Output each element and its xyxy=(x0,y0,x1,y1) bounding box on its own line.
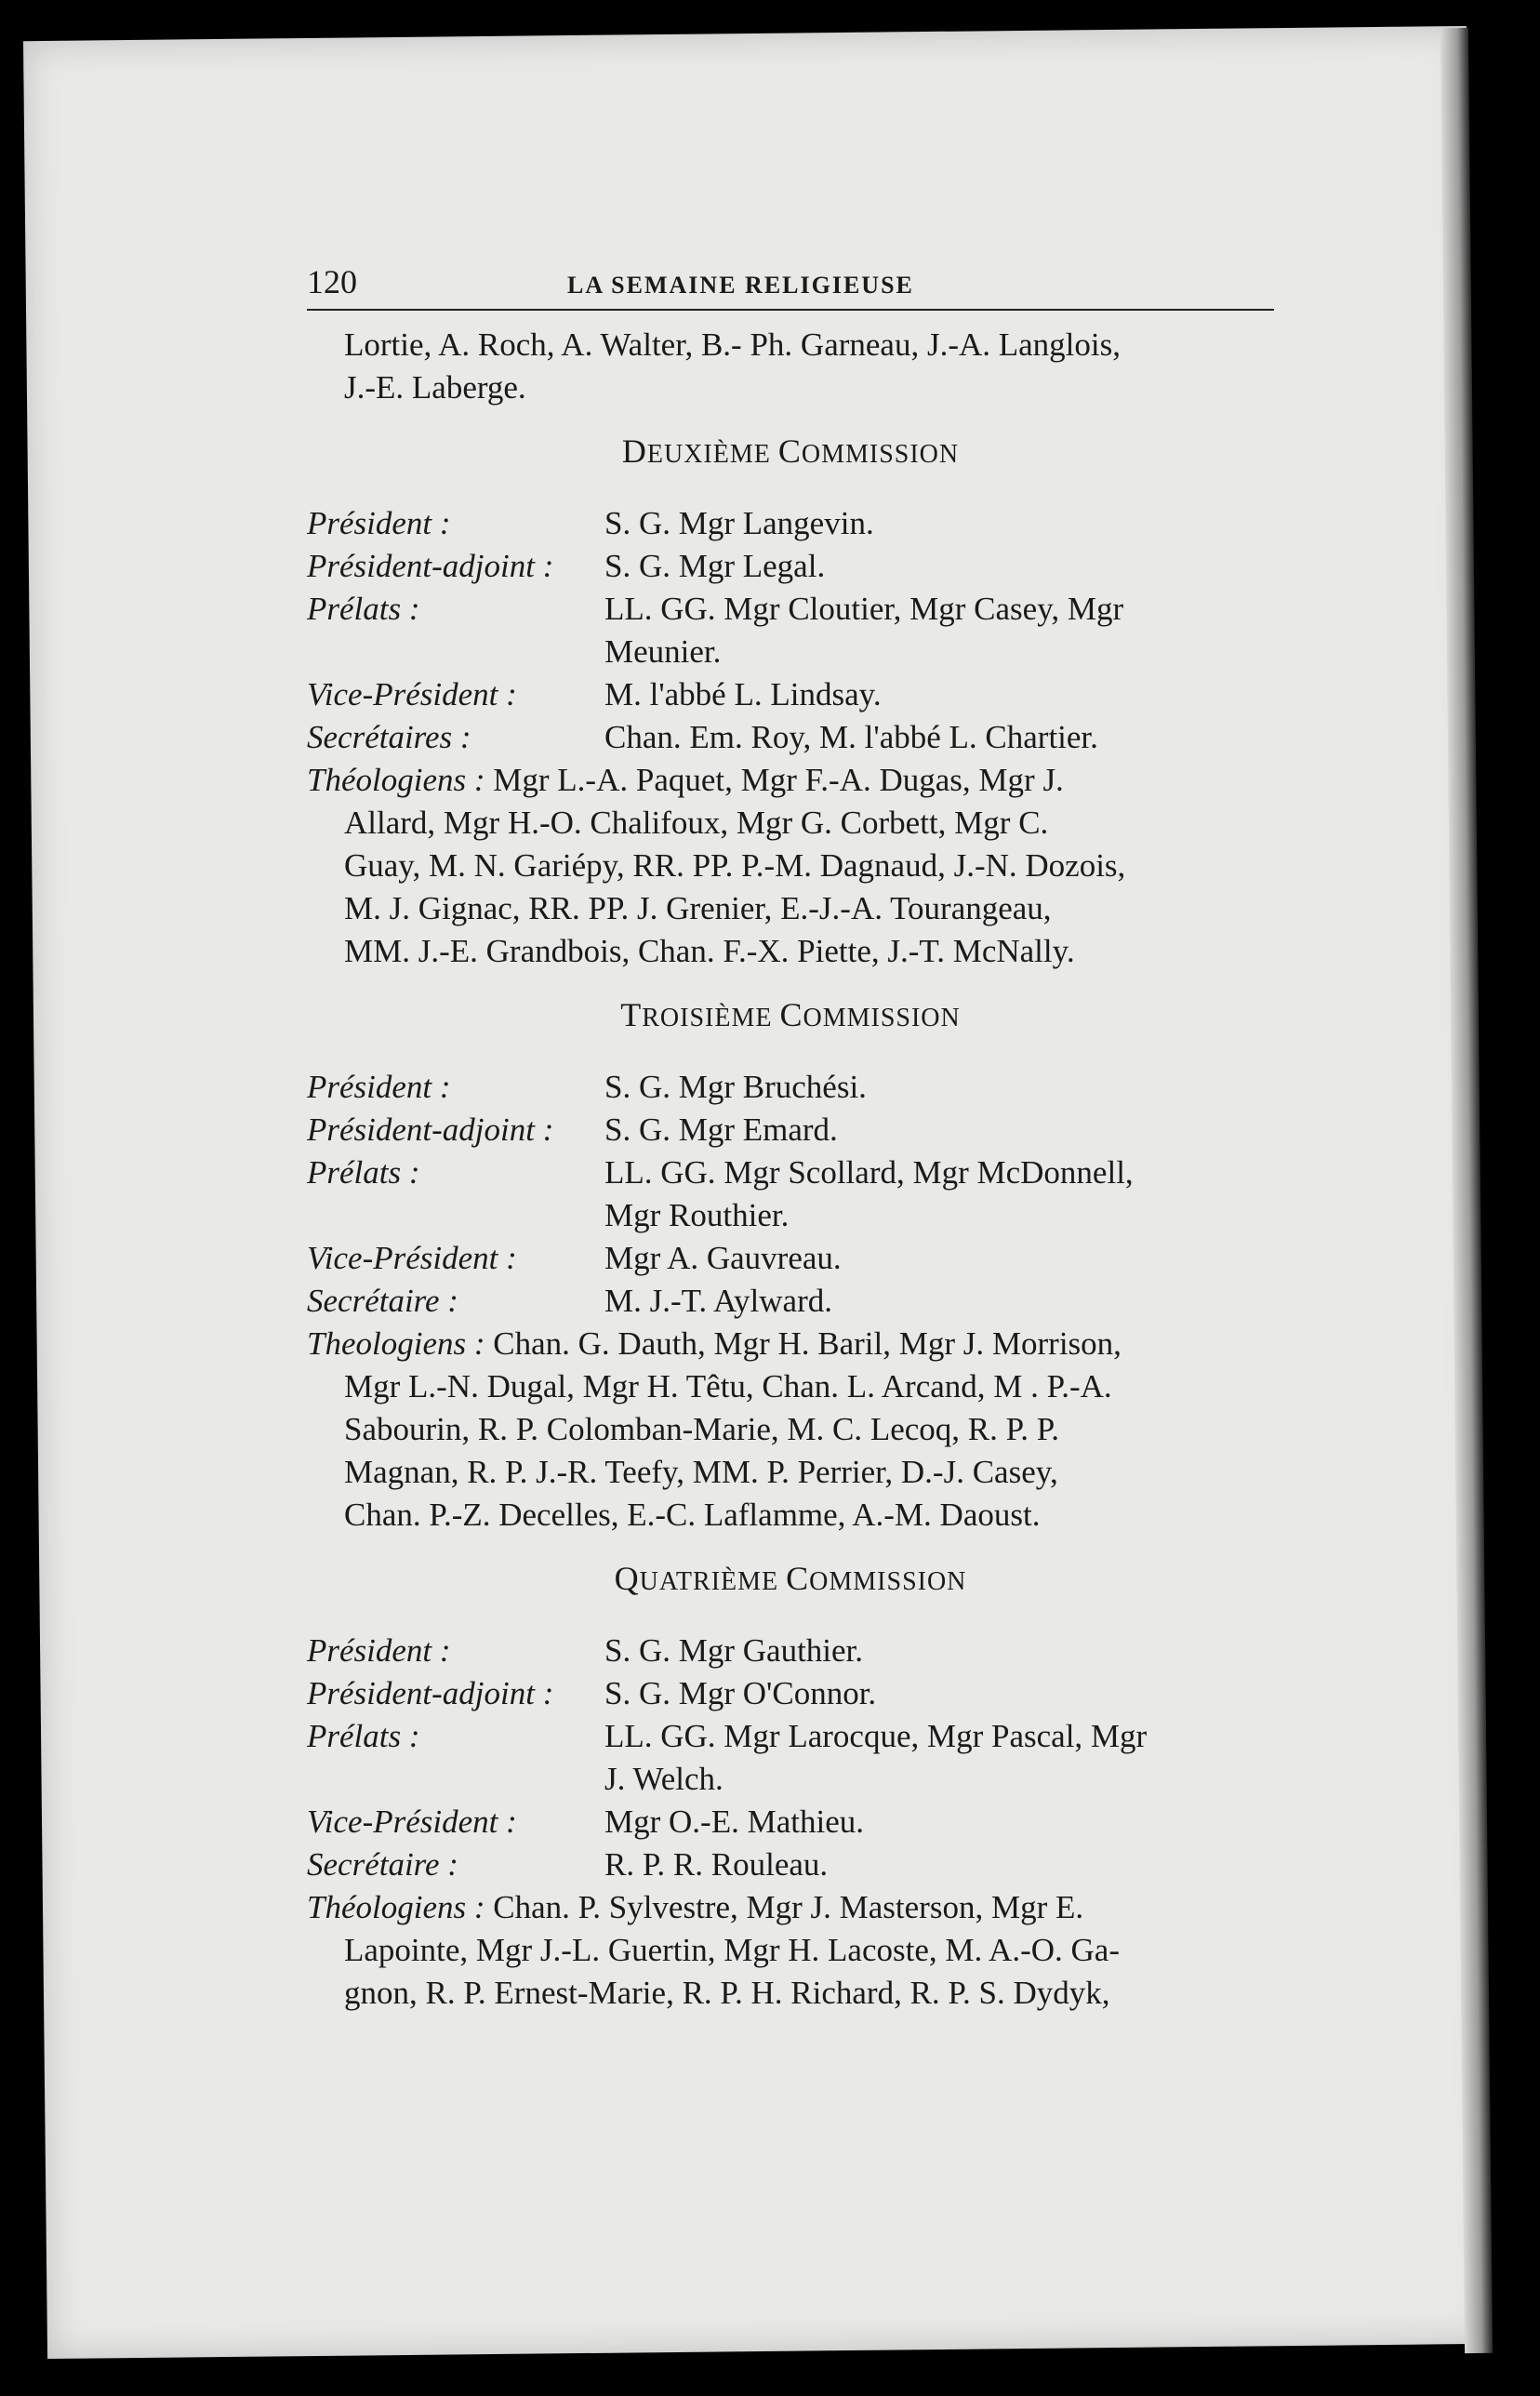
officer-names: M. J.-T. Aylward. xyxy=(604,1283,832,1319)
officer-row xyxy=(307,1066,1274,1109)
running-header xyxy=(307,260,1274,305)
role-label: Vice-Président : xyxy=(307,1804,517,1840)
heading-initial: D xyxy=(621,433,647,470)
page-number: 120 xyxy=(307,263,357,300)
theologians-line: Chan. P. Sylvestre, Mgr J. Masterson, Mgr E. xyxy=(493,1889,1084,1925)
commission-section xyxy=(307,1557,1274,2015)
theologians-line: Allard, Mgr H.-O. Chalifoux, Mgr G. Corbett, Mgr C. xyxy=(344,805,1049,841)
officer-row xyxy=(307,1280,1274,1323)
names-line: LL. GG. Mgr Scollard, Mgr McDonnell, xyxy=(604,1154,1134,1191)
commission-heading xyxy=(307,993,1274,1040)
officer-row xyxy=(307,716,1274,759)
names-line: J. Welch. xyxy=(604,1761,724,1797)
opening-line-1: Lortie, A. Roch, A. Walter, B.- Ph. Garneau, J.-A. Langlois, xyxy=(344,326,1121,363)
heading-initial: T xyxy=(620,996,643,1033)
heading-initial: Q xyxy=(614,1560,640,1597)
theologians-line: Mgr L.-A. Paquet, Mgr F.-A. Dugas, Mgr J. xyxy=(493,762,1064,798)
officer-row xyxy=(307,502,1274,545)
role-label: Théologiens : xyxy=(307,762,485,798)
theologians-line: Lapointe, Mgr J.-L. Guertin, Mgr H. Lacoste, M. A.-O. Ga- xyxy=(344,1932,1120,1968)
officer-names xyxy=(604,1151,1274,1237)
officer-names: Mgr A. Gauvreau. xyxy=(604,1240,842,1276)
theologians-line: Chan. G. Dauth, Mgr H. Baril, Mgr J. Morrison, xyxy=(493,1325,1122,1362)
theologians-line: Guay, M. N. Gariépy, RR. PP. P.-M. Dagnaud, J.-N. Dozois, xyxy=(344,847,1126,884)
heading-word: OMMISSION xyxy=(809,1567,967,1596)
officer-names: S. G. Mgr Gauthier. xyxy=(604,1632,864,1669)
heading-word: ROISIÈME xyxy=(642,1004,773,1032)
officer-row xyxy=(307,588,1274,673)
role-label: Secrétaire : xyxy=(307,1283,458,1319)
heading-initial: C xyxy=(779,996,803,1033)
heading-initial: C xyxy=(786,1560,810,1597)
theologians-line: Mgr L.-N. Dugal, Mgr H. Têtu, Chan. L. Arcand, M . P.-A. xyxy=(344,1368,1112,1404)
theologians-line: Chan. P.-Z. Decelles, E.-C. Laflamme, A.-M. Daoust. xyxy=(344,1497,1041,1533)
heading-word: OMMISSION xyxy=(801,440,960,469)
role-label: Theologiens : xyxy=(307,1325,485,1362)
officer-row xyxy=(307,1151,1274,1237)
officer-names: S. G. Mgr Langevin. xyxy=(604,505,874,541)
officer-row xyxy=(307,1801,1274,1844)
theologians-line: gnon, R. P. Ernest-Marie, R. P. H. Richard, R. P. S. Dydyk, xyxy=(344,1975,1110,2011)
names-line: Meunier. xyxy=(604,633,722,670)
heading-word: OMMISSION xyxy=(803,1004,961,1032)
theologians-line: M. J. Gignac, RR. PP. J. Grenier, E.-J.-A. Tourangeau, xyxy=(344,890,1052,926)
role-label: Secrétaire : xyxy=(307,1846,458,1883)
heading-initial: C xyxy=(777,433,802,470)
role-label: Président : xyxy=(307,1069,451,1105)
role-label: Prélats : xyxy=(307,1154,420,1191)
officer-row xyxy=(307,545,1274,588)
commission-heading xyxy=(307,1557,1274,1604)
role-label: Président-adjoint : xyxy=(307,1111,554,1148)
officer-row xyxy=(307,1237,1274,1280)
running-title: LA SEMAINE RELIGIEUSE xyxy=(567,272,914,299)
theologians-line: MM. J.-E. Grandbois, Chan. F.-X. Piette, J.-T. McNally. xyxy=(344,933,1075,969)
officer-row xyxy=(307,1630,1274,1672)
officer-names: S. G. Mgr Emard. xyxy=(604,1111,838,1148)
officer-names: S. G. Mgr Legal. xyxy=(604,548,826,584)
officer-names: S. G. Mgr O'Connor. xyxy=(604,1675,877,1711)
officer-names: S. G. Mgr Bruchési. xyxy=(604,1069,867,1105)
names-line: LL. GG. Mgr Larocque, Mgr Pascal, Mgr xyxy=(604,1718,1148,1754)
officer-names xyxy=(604,1715,1274,1801)
commission-heading xyxy=(307,430,1274,476)
role-label: Président : xyxy=(307,505,451,541)
officer-row xyxy=(307,673,1274,716)
heading-word: EUXIÈME xyxy=(646,440,771,469)
theologians-line: Magnan, R. P. J.-R. Teefy, MM. P. Perrier, D.-J. Casey, xyxy=(344,1454,1058,1490)
officer-names xyxy=(604,588,1274,673)
role-label: Président-adjoint : xyxy=(307,1675,554,1711)
commission-section xyxy=(307,993,1274,1537)
officer-row xyxy=(307,1715,1274,1801)
officer-names: M. l'abbé L. Lindsay. xyxy=(604,676,882,712)
commission-section xyxy=(307,430,1274,973)
page-content xyxy=(307,260,1274,2015)
theologians-block xyxy=(307,1886,1274,2015)
role-label: Théologiens : xyxy=(307,1889,485,1925)
theologians-line: Sabourin, R. P. Colomban-Marie, M. C. Lecoq, R. P. P. xyxy=(344,1411,1060,1447)
officer-row xyxy=(307,1672,1274,1715)
theologians-block xyxy=(307,1323,1274,1537)
role-label: Prélats : xyxy=(307,1718,420,1754)
heading-word: UATRIÈME xyxy=(639,1567,779,1596)
officer-names: Mgr O.-E. Mathieu. xyxy=(604,1804,864,1840)
role-label: Vice-Président : xyxy=(307,1240,517,1276)
role-label: Prélats : xyxy=(307,591,420,627)
officer-row xyxy=(307,1844,1274,1886)
theologians-block xyxy=(307,759,1274,973)
role-label: Président-adjoint : xyxy=(307,548,554,584)
officer-names: R. P. R. Rouleau. xyxy=(604,1846,829,1883)
names-line: Mgr Routhier. xyxy=(604,1197,790,1233)
officer-row xyxy=(307,1109,1274,1151)
role-label: Vice-Président : xyxy=(307,676,517,712)
officer-names: Chan. Em. Roy, M. l'abbé L. Chartier. xyxy=(604,719,1098,755)
opening-line-2: J.-E. Laberge. xyxy=(344,369,526,406)
role-label: Président : xyxy=(307,1632,451,1669)
names-line: LL. GG. Mgr Cloutier, Mgr Casey, Mgr xyxy=(604,591,1124,627)
role-label: Secrétaires : xyxy=(307,719,471,755)
header-rule xyxy=(307,309,1274,311)
